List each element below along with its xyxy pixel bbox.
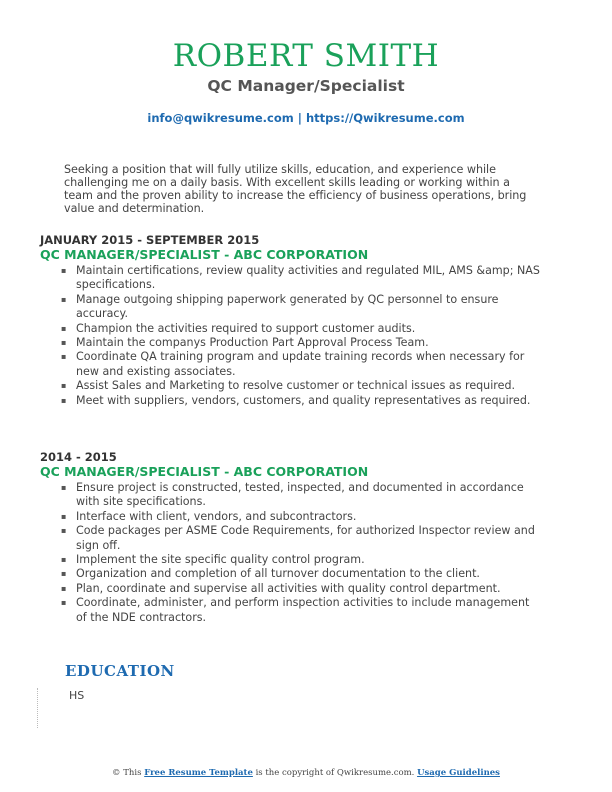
education-divider xyxy=(37,688,40,728)
job-dates: 2014 - 2015 xyxy=(40,450,117,464)
job-bullet: ▪ Organization and completion of all turnover documentation to the client. xyxy=(76,567,540,581)
job-role: QC MANAGER/SPECIALIST - ABC CORPORATION xyxy=(40,247,369,262)
education-item: HS xyxy=(69,689,85,702)
experience-entry xyxy=(40,234,540,408)
job-bullet: ▪ Coordinate QA training program and update training records when necessary for new and existing associates. xyxy=(76,350,540,379)
job-dates: JANUARY 2015 - SEPTEMBER 2015 xyxy=(40,233,260,247)
job-bullet: ▪ Implement the site specific quality control program. xyxy=(76,553,540,567)
experience-entry xyxy=(40,451,540,625)
footer xyxy=(0,768,612,778)
contact-line xyxy=(0,111,612,126)
website-link[interactable]: https://Qwikresume.com xyxy=(305,111,465,125)
footer-middle: is the copyright of Qwikresume.com. xyxy=(252,768,418,778)
job-bullet: ▪ Champion the activities required to support customer audits. xyxy=(76,322,540,336)
job-bullets xyxy=(40,264,540,408)
footer-prefix: © This xyxy=(112,768,145,778)
job-bullet: ▪ Assist Sales and Marketing to resolve customer or technical issues as required. xyxy=(76,379,540,393)
free-resume-template-link[interactable]: Free Resume Template xyxy=(144,768,253,778)
job-role: QC MANAGER/SPECIALIST - ABC CORPORATION xyxy=(40,464,369,479)
job-bullet: ▪ Maintain certifications, review quality activities and regulated MIL, AMS &amp; NAS specifications. xyxy=(76,264,540,293)
usage-guidelines-link[interactable]: Usage Guidelines xyxy=(417,768,500,778)
job-bullet: ▪ Coordinate, administer, and perform inspection activities to include management of the NDE contractors. xyxy=(76,596,540,625)
summary-text: Seeking a position that will fully utilize skills, education, and experience while challenging me on a daily basis. With excellent skills leading or working within a team and the proven ability to increase the efficiency of business operations, bring value and determination. xyxy=(64,163,527,215)
contact-separator: | xyxy=(293,111,306,125)
candidate-name: ROBERT SMITH xyxy=(172,38,440,74)
job-bullet: ▪ Interface with client, vendors, and subcontractors. xyxy=(76,510,540,524)
job-bullet: ▪ Code packages per ASME Code Requirements, for authorized Inspector review and sign off. xyxy=(76,524,540,553)
job-bullets xyxy=(40,481,540,625)
email-link[interactable]: info@qwikresume.com xyxy=(147,111,294,125)
job-bullet: ▪ Manage outgoing shipping paperwork generated by QC personnel to ensure accuracy. xyxy=(76,293,540,322)
education-heading: EDUCATION xyxy=(65,662,175,680)
candidate-title: QC Manager/Specialist xyxy=(207,77,405,95)
job-bullet: ▪ Meet with suppliers, vendors, customers, and quality representatives as required. xyxy=(76,394,540,408)
job-bullet: ▪ Ensure project is constructed, tested, inspected, and documented in accordance with site specifications. xyxy=(76,481,540,510)
job-bullet: ▪ Maintain the companys Production Part Approval Process Team. xyxy=(76,336,540,350)
job-bullet: ▪ Plan, coordinate and supervise all activities with quality control department. xyxy=(76,582,540,596)
